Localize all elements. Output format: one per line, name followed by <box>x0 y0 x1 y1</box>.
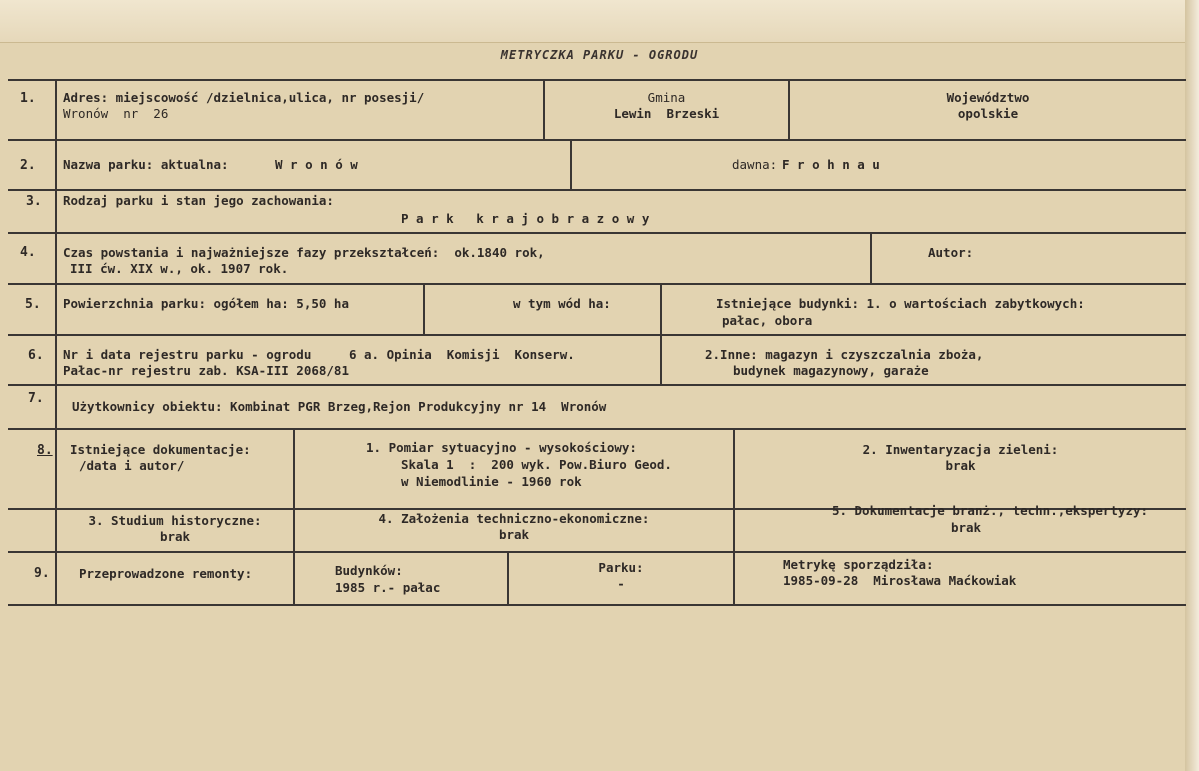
renovations-label: Przeprowadzone remonty: <box>79 566 253 581</box>
table-line <box>8 428 1186 430</box>
table-line <box>570 140 572 189</box>
park-name-former-value: F r o h n a u <box>782 157 880 172</box>
history-value: brak <box>159 529 191 544</box>
row-number: 4. <box>20 245 36 260</box>
wojewodztwo-label: Województwo <box>946 90 1030 105</box>
row-number: 8. <box>37 443 53 458</box>
row-number: 6. <box>28 348 44 363</box>
row-number: 2. <box>20 158 36 173</box>
creation-label: Czas powstania i najważniejsze fazy przekształceń: ok.1840 rok, <box>63 245 545 260</box>
documentation-sublabel: /data i autor/ <box>79 458 185 473</box>
technical-value: brak <box>498 527 530 542</box>
row-number: 5. <box>25 297 41 312</box>
table-line <box>8 283 1186 285</box>
gmina-value: Lewin Brzeski <box>613 106 720 121</box>
author-label: Autor: <box>928 245 974 260</box>
users-label: Użytkownicy obiektu: Kombinat PGR Brzeg,Rejon Produkcyjny nr 14 Wronów <box>72 399 607 414</box>
technical-title: 4. Założenia techniczno-ekonomiczne: <box>378 511 650 526</box>
park-name-former-label: dawna: <box>732 157 778 172</box>
history-title: 3. Studium historyczne: <box>88 513 262 528</box>
park-name-current: W r o n ó w <box>275 157 358 172</box>
table-line <box>8 604 1186 606</box>
greenery-value: brak <box>945 458 976 473</box>
page-right-edge <box>1185 0 1199 771</box>
row-number: 7. <box>28 391 44 406</box>
table-line <box>8 551 1186 553</box>
register-line-1: Nr i data rejestru parku - ogrodu 6 a. Opinia Komisji Konserw. <box>63 347 575 362</box>
row-number: 3. <box>26 194 42 209</box>
greenery-title: 2. Inwentaryzacja zieleni: <box>862 442 1059 457</box>
table-line <box>8 189 1186 191</box>
other-buildings-line-1: 2.Inne: magazyn i czyszczalnia zboża, <box>705 347 984 362</box>
creation-value: III ćw. XIX w., ok. 1907 rok. <box>70 261 289 276</box>
register-line-2: Pałac-nr rejestru zab. KSA-III 2068/81 <box>63 363 349 378</box>
park-type-label: Rodzaj parku i stan jego zachowania: <box>63 193 334 208</box>
park-type-value: P a r k k r a j o b r a z o w y <box>401 211 650 226</box>
renovations-park-label: Parku: <box>598 560 644 575</box>
address-label: Adres: miejscowość /dzielnica,ulica, nr posesji/ <box>63 90 425 105</box>
table-line <box>8 384 1186 386</box>
row-number: 9. <box>34 566 50 581</box>
prepared-by-value: 1985-09-28 Mirosława Maćkowiak <box>783 573 1017 588</box>
branch-docs-value: brak <box>950 520 982 535</box>
table-line <box>8 232 1186 234</box>
other-buildings-line-2: budynek magazynowy, garaże <box>733 363 929 378</box>
page-top-edge <box>0 0 1199 43</box>
table-line <box>423 284 425 334</box>
survey-line-3: w Niemodlinie - 1960 rok <box>401 474 582 489</box>
gmina-label: Gmina <box>647 90 686 105</box>
table-line <box>660 284 662 384</box>
renovations-buildings-label: Budynków: <box>335 563 403 578</box>
survey-line-2: Skala 1 : 200 wyk. Pow.Biuro Geod. <box>401 457 672 472</box>
renovations-park-value: - <box>617 576 625 591</box>
buildings-value: pałac, obora <box>722 313 813 328</box>
address-value: Wronów nr 26 <box>63 106 169 121</box>
table-line <box>8 334 1186 336</box>
table-line <box>8 139 1186 141</box>
water-area-label: w tym wód ha: <box>513 296 611 311</box>
area-label: Powierzchnia parku: ogółem ha: 5,50 ha <box>63 296 349 311</box>
table-line <box>870 233 872 283</box>
renovations-buildings-value: 1985 r.- pałac <box>335 580 441 595</box>
document-title: METRYCZKA PARKU - OGRODU <box>500 48 699 62</box>
table-line <box>8 79 1186 81</box>
park-name-label: Nazwa parku: aktualna: <box>63 157 229 172</box>
documentation-label: Istniejące dokumentacje: <box>70 442 251 457</box>
wojewodztwo-value: opolskie <box>957 106 1019 121</box>
survey-title: 1. Pomiar sytuacyjno - wysokościowy: <box>366 440 637 455</box>
buildings-label: Istniejące budynki: 1. o wartościach zabytkowych: <box>716 296 1085 311</box>
prepared-by-label: Metrykę sporządziła: <box>783 557 934 572</box>
branch-docs-title: 5. Dokumentacje branż., techn.,ekspertyzy: <box>831 503 1149 518</box>
row-number: 1. <box>20 91 36 106</box>
